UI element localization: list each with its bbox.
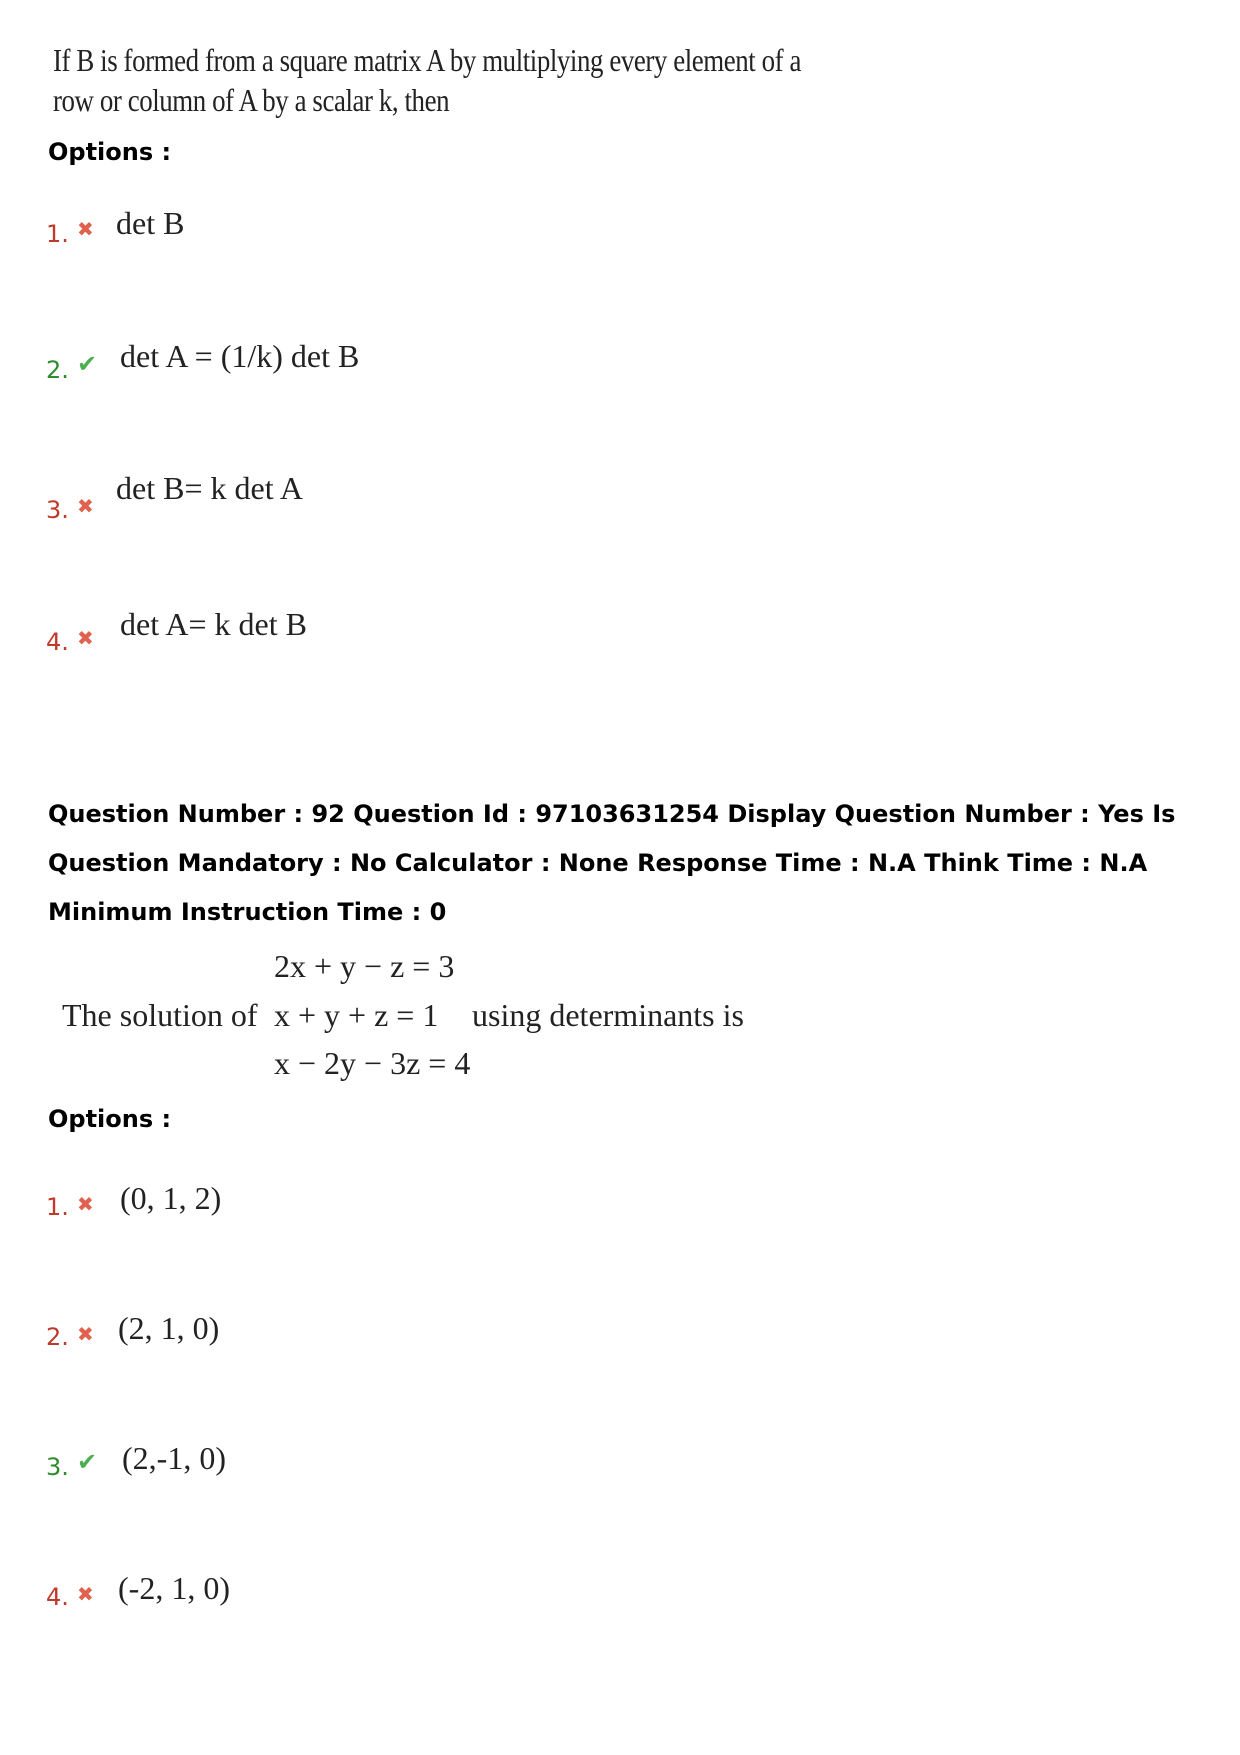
option-text: (2, 1, 0) [118, 1310, 220, 1346]
option-number: 2. [46, 356, 69, 384]
option-number: 4. [46, 1583, 69, 1611]
question-1-text: If B is formed from a square matrix A by multiplying every element of a row or column of A by a scalar k, then [53, 42, 802, 118]
option-text: (2,-1, 0) [122, 1440, 226, 1476]
option-number: 3. [46, 1453, 69, 1481]
option-number: 3. [46, 496, 69, 524]
cross-icon: ✖ [77, 494, 94, 518]
equation-3: x − 2y − 3z = 4 [274, 1045, 471, 1081]
option-text: (0, 1, 2) [120, 1180, 222, 1216]
question-2-tail-text: using determinants is [472, 997, 744, 1033]
option-number: 4. [46, 628, 69, 656]
cross-icon: ✖ [77, 217, 94, 241]
option-text: det B [116, 205, 185, 241]
option-number: 1. [46, 1193, 69, 1221]
check-icon: ✔ [77, 350, 98, 378]
q1-option-3[interactable] [46, 470, 746, 524]
option-text: det A= k det B [120, 606, 307, 642]
q2-option-4[interactable] [46, 1570, 746, 1620]
option-text: (-2, 1, 0) [118, 1570, 230, 1606]
q2-option-1[interactable] [46, 1180, 746, 1230]
cross-icon: ✖ [77, 1582, 94, 1606]
cross-icon: ✖ [77, 1192, 94, 1216]
cross-icon: ✖ [77, 1322, 94, 1346]
equation-2: x + y + z = 1 [274, 997, 439, 1033]
option-text: det A = (1/k) det B [120, 338, 360, 374]
option-text: det B= k det A [116, 470, 303, 506]
option-number: 1. [46, 220, 69, 248]
options-label: Options : [48, 138, 172, 166]
q1-option-4[interactable] [46, 606, 746, 656]
option-number: 2. [46, 1323, 69, 1351]
q1-option-1[interactable] [46, 205, 746, 255]
q1-option-2[interactable] [46, 338, 746, 388]
cross-icon: ✖ [77, 626, 94, 650]
equation-1: 2x + y − z = 3 [274, 948, 455, 984]
check-icon: ✔ [77, 1448, 98, 1476]
options-label: Options : [48, 1105, 172, 1133]
question-metadata: Question Number : 92 Question Id : 97103631254 Display Question Number : Yes Is Question Mandatory : No Calculator : None Response Time : N.A Think Time : N.A Minimum Instruction Time : 0 [48, 800, 1176, 926]
q2-option-3[interactable] [46, 1440, 746, 1490]
q2-option-2[interactable] [46, 1310, 746, 1360]
question-2-lead-text: The solution of [62, 997, 258, 1033]
